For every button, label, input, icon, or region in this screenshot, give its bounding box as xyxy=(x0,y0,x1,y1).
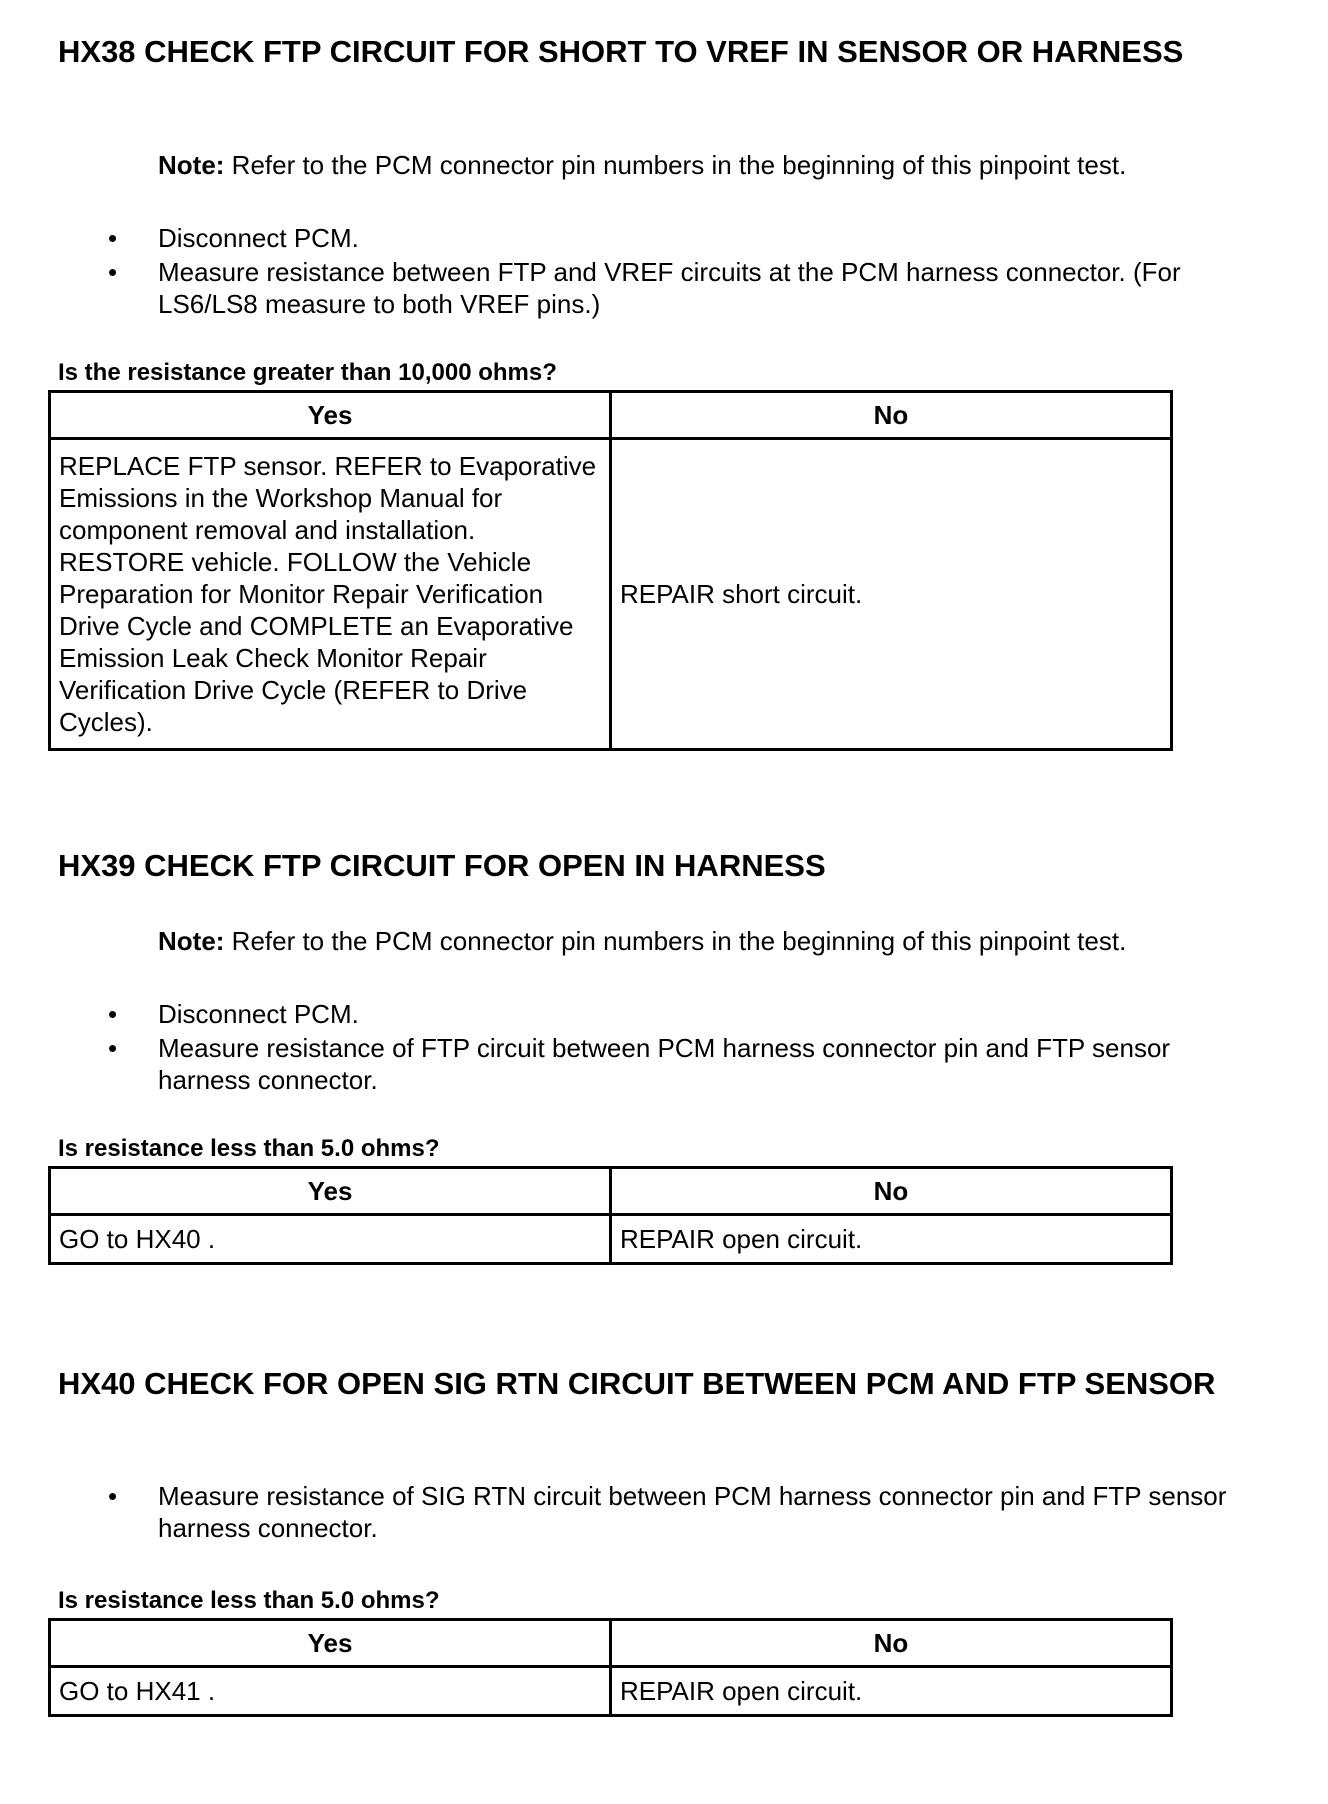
no-cell: REPAIR open circuit. xyxy=(611,1215,1172,1264)
yes-cell: REPLACE FTP sensor. REFER to Evaporative Emissions in the Workshop Manual for component removal and installation. RESTORE vehicle. FOLLOW the Vehicle Preparation for Monitor Repair Verification Drive Cycle and COMPLETE an Evaporative Emission Leak Check Monitor Repair Verification Drive Cycle (REFER to Drive Cycles). xyxy=(50,439,611,750)
step-item xyxy=(0,1480,1258,1544)
question: Is the resistance greater than 10,000 ohms? xyxy=(58,359,557,386)
note-text: Refer to the PCM connector pin numbers in the beginning of this pinpoint test. xyxy=(224,150,1127,180)
table-row xyxy=(50,1215,1172,1264)
section-heading: HX40 CHECK FOR OPEN SIG RTN CIRCUIT BETWEEN PCM AND FTP SENSOR xyxy=(58,1366,1216,1401)
section-heading: HX38 CHECK FTP CIRCUIT FOR SHORT TO VREF IN SENSOR OR HARNESS xyxy=(58,34,1184,69)
step-list xyxy=(0,222,1258,320)
answer-table xyxy=(48,1166,1173,1265)
answer-table xyxy=(48,390,1173,751)
step-text: Disconnect PCM. xyxy=(158,999,359,1029)
step-text: Measure resistance between FTP and VREF circuits at the PCM harness connector. (For LS6/LS8 measure to both VREF pins.) xyxy=(158,257,1181,319)
answer-table xyxy=(48,1618,1173,1717)
table-row xyxy=(50,439,1172,750)
step-list xyxy=(0,1480,1258,1544)
question: Is resistance less than 5.0 ohms? xyxy=(58,1587,440,1614)
bullet-icon: • xyxy=(108,999,118,1029)
table-row xyxy=(50,1667,1172,1716)
yes-cell: GO to HX40 . xyxy=(50,1215,611,1264)
step-item xyxy=(0,222,1258,254)
no-header: No xyxy=(611,392,1172,439)
no-header: No xyxy=(611,1620,1172,1667)
bullet-icon: • xyxy=(108,257,118,287)
no-header: No xyxy=(611,1168,1172,1215)
table-header-row xyxy=(50,1168,1172,1215)
section-heading: HX39 CHECK FTP CIRCUIT FOR OPEN IN HARNESS xyxy=(58,848,826,883)
step-item xyxy=(0,998,1258,1030)
note-text: Refer to the PCM connector pin numbers in the beginning of this pinpoint test. xyxy=(224,926,1127,956)
step-text: Measure resistance of SIG RTN circuit between PCM harness connector pin and FTP sensor harness connector. xyxy=(158,1481,1227,1543)
step-list xyxy=(0,998,1258,1096)
table-header-row xyxy=(50,392,1172,439)
no-cell: REPAIR open circuit. xyxy=(611,1667,1172,1716)
bullet-icon: • xyxy=(108,1481,118,1511)
step-item xyxy=(0,256,1258,320)
yes-header: Yes xyxy=(50,392,611,439)
yes-header: Yes xyxy=(50,1168,611,1215)
note xyxy=(0,148,1126,182)
no-cell: REPAIR short circuit. xyxy=(611,439,1172,750)
step-item xyxy=(0,1032,1258,1096)
step-text: Disconnect PCM. xyxy=(158,223,359,253)
table-header-row xyxy=(50,1620,1172,1667)
step-text: Measure resistance of FTP circuit between PCM harness connector pin and FTP sensor harness connector. xyxy=(158,1033,1171,1095)
bullet-icon: • xyxy=(108,223,118,253)
bullet-icon: • xyxy=(108,1033,118,1063)
yes-header: Yes xyxy=(50,1620,611,1667)
yes-cell: GO to HX41 . xyxy=(50,1667,611,1716)
note xyxy=(0,924,1126,958)
note-label: Note: xyxy=(158,926,225,956)
question: Is resistance less than 5.0 ohms? xyxy=(58,1135,440,1162)
note-label: Note: xyxy=(158,150,225,180)
